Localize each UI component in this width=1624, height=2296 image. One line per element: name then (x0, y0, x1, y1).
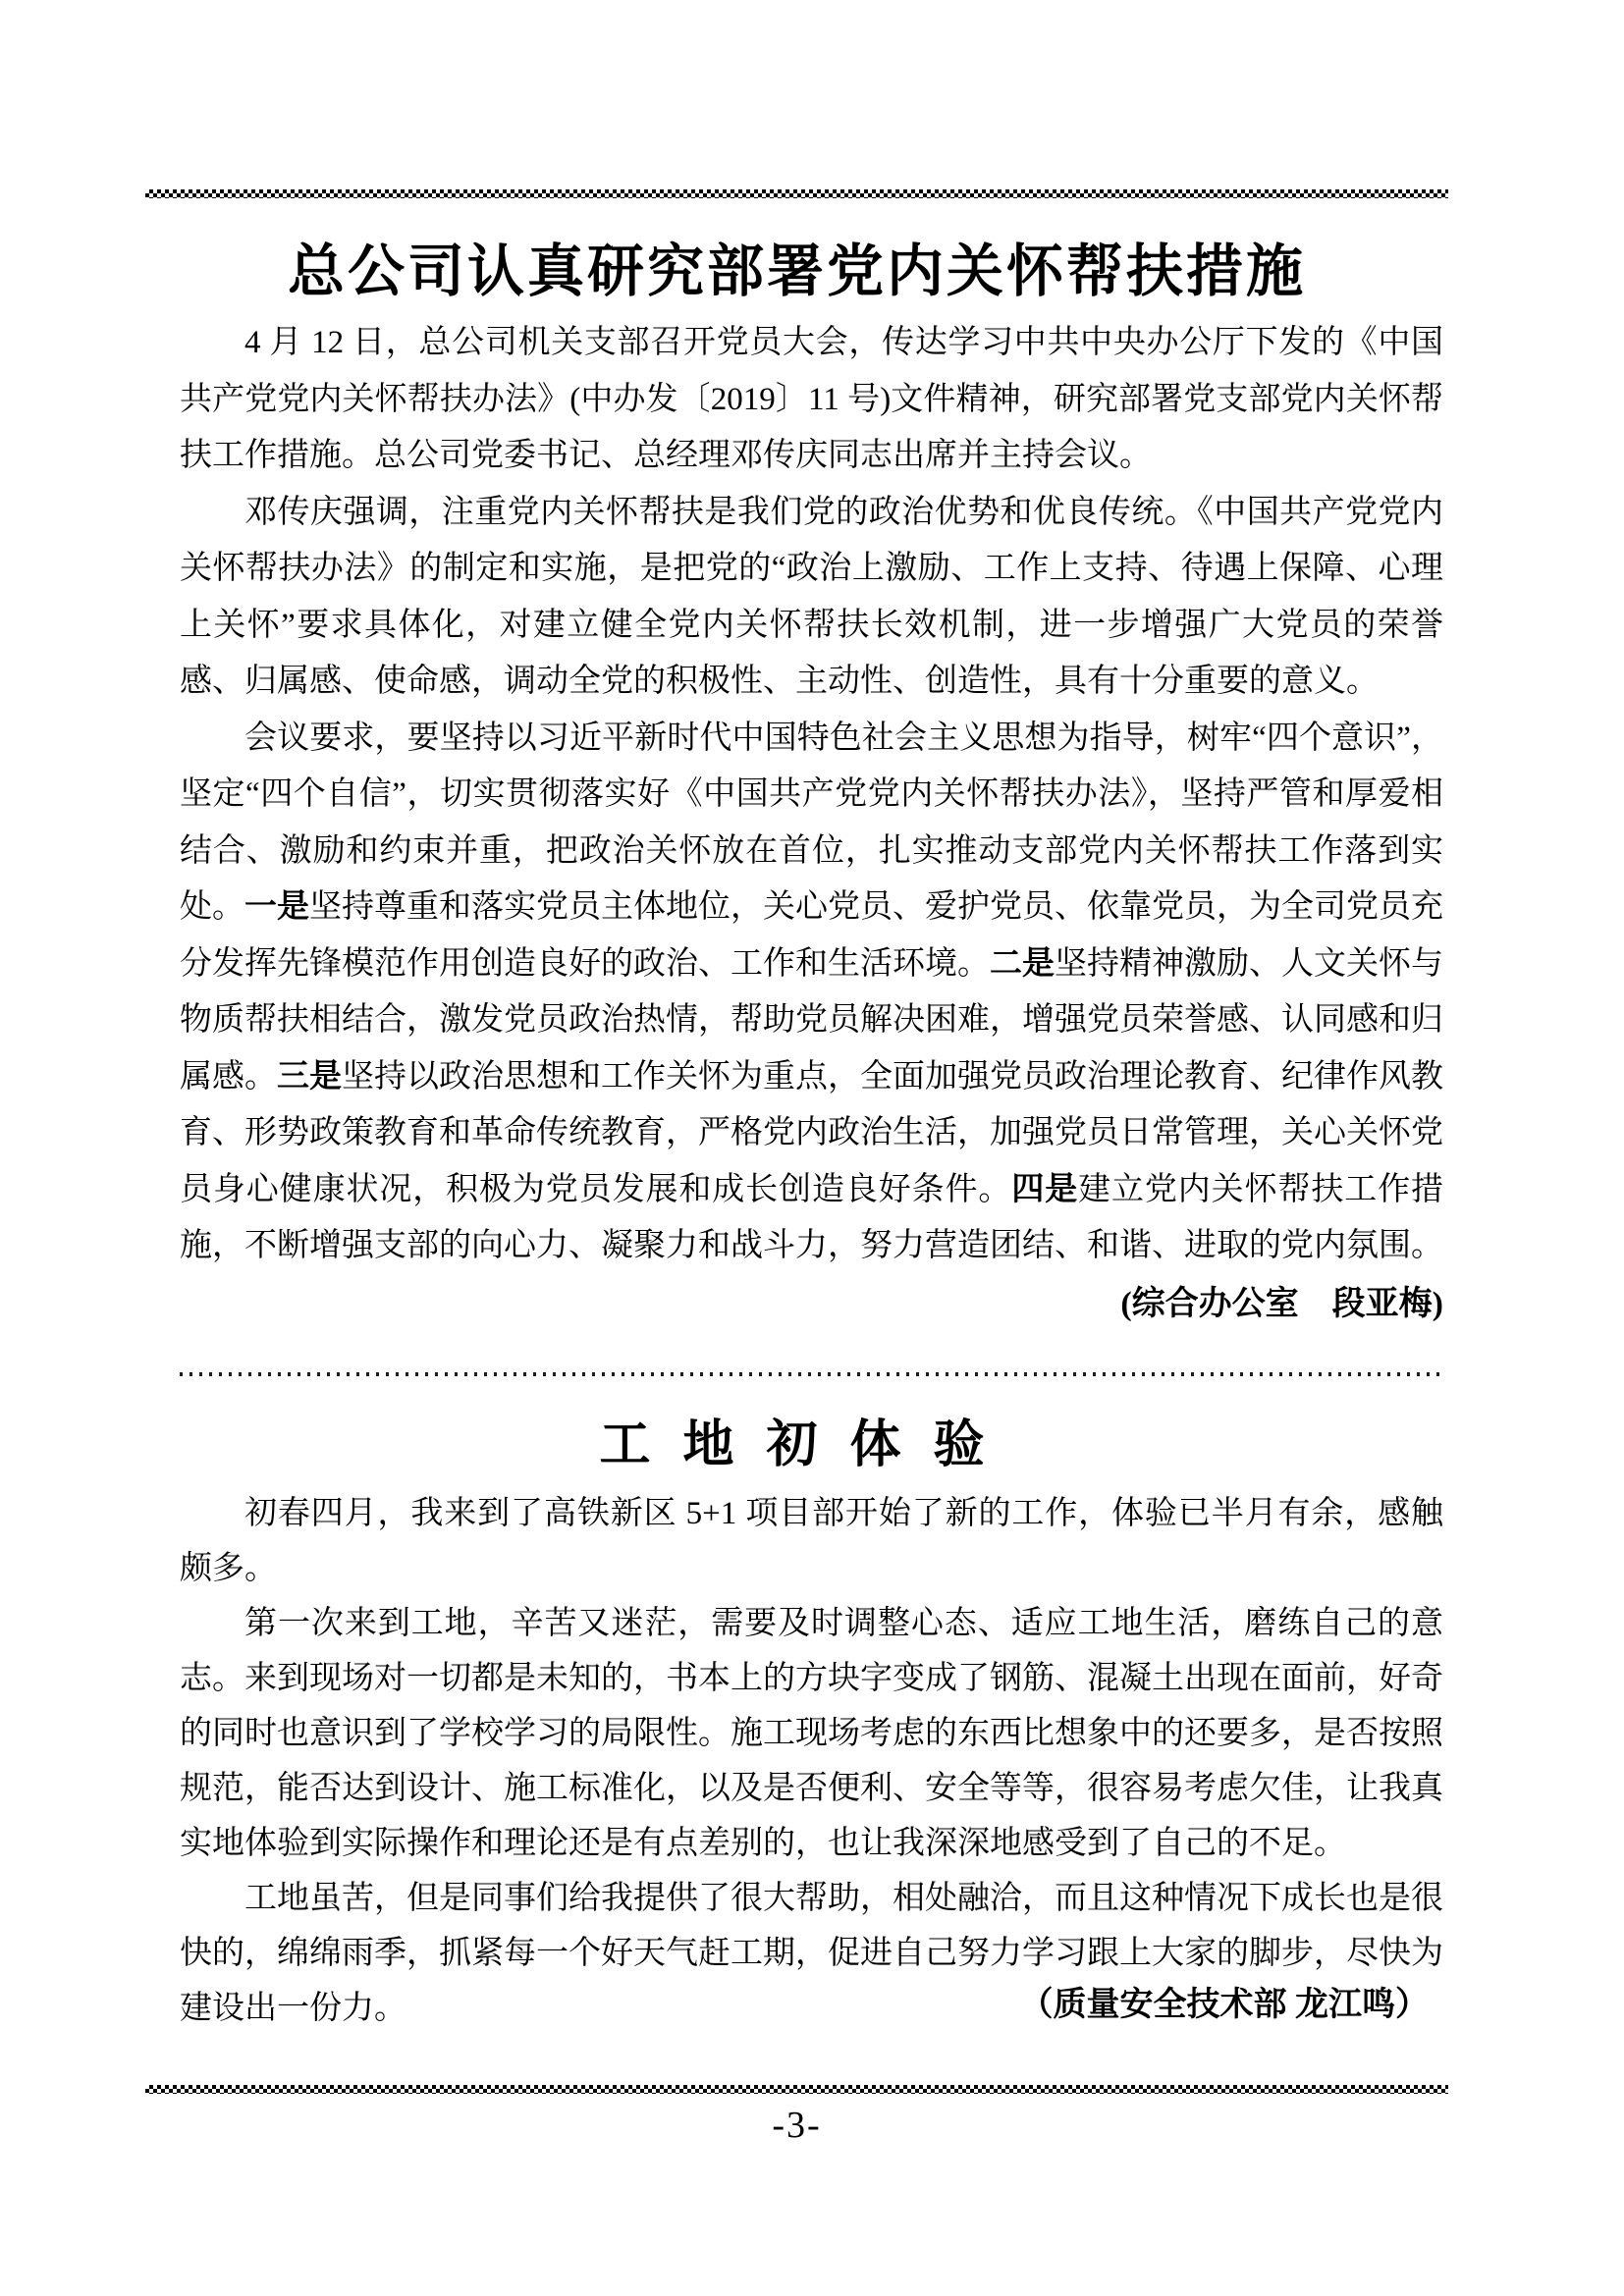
page-number: -3- (772, 2104, 822, 2146)
section-divider-dotted (180, 1372, 1443, 1376)
article2-paragraph-2: 第一次来到工地，辛苦又迷茫，需要及时调整心态、适应工地生活，磨练自己的意志。来到现场对一切都是未知的，书本上的方块字变成了钢筋、混凝土出现在面前，好奇的同时也意识到了学校学习的局限性。施工现场考虑的东西比想象中的还要多，是否按照规范，能否达到设计、施工标准化，以及是否便利、安全等等，很容易考虑欠佳，让我真实地体验到实际操作和理论还是有点差别的，也让我深深地感受到了自己的不足。 (180, 1605, 1443, 1861)
article2-paragraph-1: 初春四月，我来到了高铁新区 5+1 项目部开始了新的工作，体验已半月有余，感触颇多。 (180, 1495, 1443, 1586)
bottom-border-rule (145, 2085, 1448, 2094)
article2-title: 工 地 初 体 验 (599, 1416, 995, 1473)
article1-paragraph-1: 4 月 12 日，总公司机关支部召开党员大会，传达学习中共中央办公厅下发的《中国共产党党内关怀帮扶办法》(中办发〔2019〕11 号)文件精神，研究部署党支部党内关怀帮扶工作措施。总公司党委书记、总经理邓传庆同志出席并主持会议。 (180, 325, 1443, 473)
article1-title: 总公司认真研究部署党内关怀帮扶措施 (287, 240, 1306, 303)
page-content (145, 0, 1448, 2151)
top-border-rule (145, 189, 1448, 198)
article2-body (180, 1486, 1443, 2036)
article1-body (180, 315, 1443, 1275)
article1-paragraph-2: 邓传庆强调，注重党内关怀帮扶是我们党的政治优势和优良传统。《中国共产党党内关怀帮扶办法》的制定和实施，是把党的“政治上激励、工作上支持、待遇上保障、心理上关怀”要求具体化，对建立健全党内关怀帮扶长效机制，进一步增强广大党员的荣誉感、归属感、使命感，调动全党的积极性、主动性、创造性，具有十分重要的意义。 (180, 494, 1443, 699)
article1-attribution: (综合办公室 段亚梅) (1120, 1285, 1443, 1322)
article2-paragraph-3: 工地虽苦，但是同事们给我提供了很大帮助，相处融洽，而且这种情况下成长也是很快的，绵绵雨季，抓紧每一个好天气赶工期，促进自己努力学习跟上大家的脚步，尽快为建设出一份力。 (180, 1880, 1443, 2026)
article1-paragraph-3: 会议要求，要坚持以习近平新时代中国特色社会主义思想为指导，树牢“四个意识”，坚定“四个自信”，切实贯彻落实好《中国共产党党内关怀帮扶办法》，坚持严管和厚爱相结合、激励和约束并重，把政治关怀放在首位，扎实推动支部党内关怀帮扶工作落到实处。一是坚持尊重和落实党员主体地位，关心党员、爱护党员、依靠党员，为全司党员充分发挥先锋模范作用创造良好的政治、工作和生活环境。二是坚持精神激励、人文关怀与物质帮扶相结合，激发党员政治热情，帮助党员解决困难，增强党员荣誉感、认同感和归属感。三是坚持以政治思想和工作关怀为重点，全面加强党员政治理论教育、纪律作风教育、形势政策教育和革命传统教育，严格党内政治生活，加强党员日常管理，关心关怀党员身心健康状况，积极为党员发展和成长创造良好条件。四是建立党内关怀帮扶工作措施，不断增强支部的向心力、凝聚力和战斗力，努力营造团结、和谐、进取的党内氛围。 (180, 720, 1444, 1263)
article2-attribution: （质量安全技术部 龙江鸣） (1019, 1986, 1429, 2023)
